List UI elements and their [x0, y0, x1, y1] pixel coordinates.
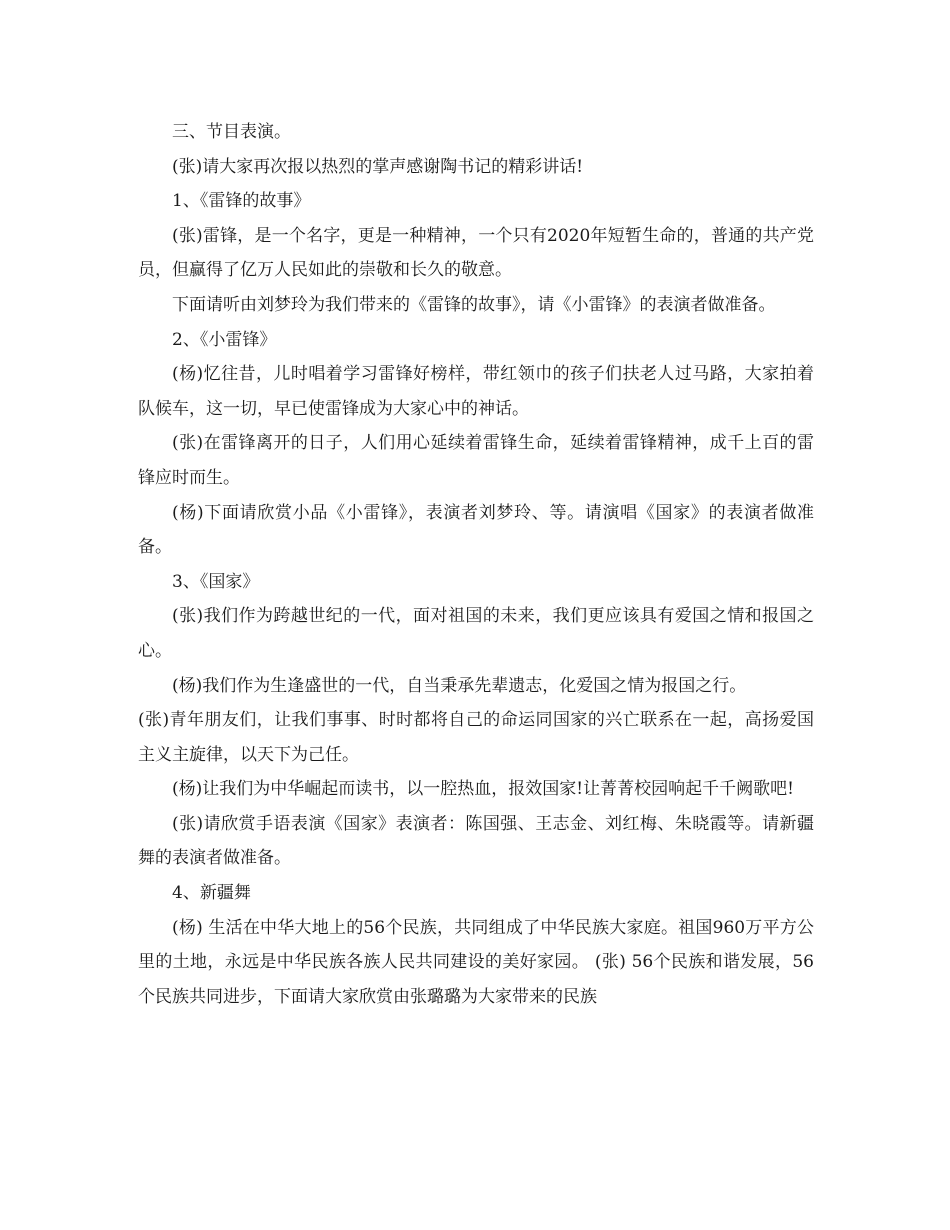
host-line: (杨)我们作为生逢盛世的一代，自当秉承先辈遗志，化爱国之情为报国之行。 — [172, 675, 747, 696]
host-line: 下面请听由刘梦玲为我们带来的《雷锋的故事》，请《小雷锋》的表演者做准备。 — [172, 294, 776, 315]
program-item-heading: 2、《小雷锋》 — [172, 329, 277, 350]
section-heading: 三、节目表演。 — [172, 122, 291, 142]
host-line: (杨)下面请欣赏小品《小雷锋》，表演者刘梦玲、等。请演唱《国家》的表演者做准备。 — [138, 502, 814, 558]
program-item-heading: 1、《雷锋的故事》 — [172, 191, 311, 212]
host-line: (杨)让我们为中华崛起而读书，以一腔热血，报效国家!让菁菁校园响起千千阙歌吧! — [172, 779, 794, 800]
host-line: (张)青年朋友们，让我们事事、时时都将自己的命运同国家的兴亡联系在一起，高扬爱国主义主旋律，以天下为己任。 — [138, 710, 814, 765]
host-line: (杨) 生活在中华大地上的56个民族，共同组成了中华民族大家庭。祖国960万平方公里的土地，永远是中华民族各族人民共同建设的美好家园。 (张) 56个民族和谐发展，56个民族共同进步，下面请大家欣赏由张璐璐为大家带来的民族 — [138, 917, 814, 1007]
host-line: (张)请欣赏手语表演《国家》表演者：陈国强、王志金、刘红梅、朱晓霞等。请新疆舞的表演者做准备。 — [138, 813, 814, 869]
program-item-heading: 4、新疆舞 — [172, 883, 251, 904]
host-line: (张)我们作为跨越世纪的一代，面对祖国的未来，我们更应该具有爱国之情和报国之心。 — [138, 606, 814, 661]
host-line: (杨)忆往昔，儿时唱着学习雷锋好榜样，带红领巾的孩子们扶老人过马路，大家拍着队候车，这一切，早已使雷锋成为大家心中的神话。 — [138, 364, 814, 419]
document-page — [138, 115, 814, 1014]
host-line: (张)雷锋，是一个名字，更是一种精神，一个只有2020年短暂生命的，普通的共产党员，但赢得了亿万人民如此的崇敬和长久的敬意。 — [138, 225, 814, 281]
program-item-heading: 3、《国家》 — [172, 571, 260, 592]
host-line: (张)请大家再次报以热烈的掌声感谢陶书记的精彩讲话! — [172, 156, 584, 177]
host-line: (张)在雷锋离开的日子，人们用心延续着雷锋生命，延续着雷锋精神，成千上百的雷锋应时而生。 — [138, 433, 814, 488]
